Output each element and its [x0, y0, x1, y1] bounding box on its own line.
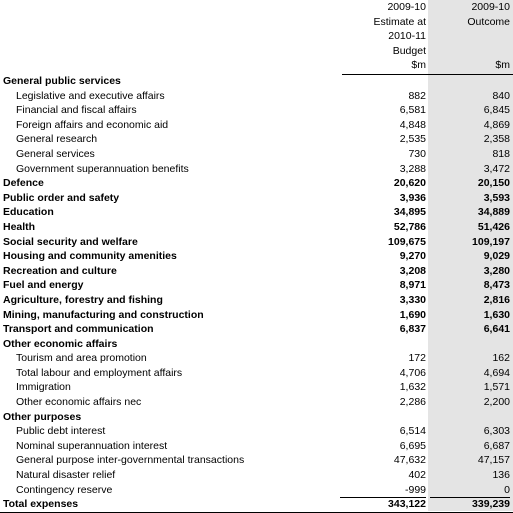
row-label: Contingency reserve [16, 483, 113, 496]
estimate-value: 882 [408, 89, 426, 102]
outcome-value: 109,197 [472, 235, 510, 248]
estimate-value: 172 [408, 352, 426, 365]
outcome-value: 6,303 [483, 425, 510, 438]
row-label: Education [3, 206, 54, 219]
header-estimate-line: 2010-11 [388, 30, 426, 43]
outcome-value: 20,150 [477, 177, 510, 190]
outcome-value: 6,845 [483, 104, 510, 117]
estimate-value: 3,330 [399, 293, 426, 306]
row-label: General public services [3, 75, 121, 87]
table-row [0, 322, 513, 337]
table-header [0, 0, 513, 74]
row-label: General purpose inter-governmental transactions [16, 454, 245, 467]
header-estimate-line: Estimate at [373, 15, 426, 28]
outcome-value: 162 [492, 352, 510, 365]
row-label: General research [16, 133, 98, 146]
estimate-value: 109,675 [388, 235, 426, 248]
header-outcome-line: Outcome [467, 15, 510, 28]
estimate-value: -999 [404, 483, 426, 496]
table-row [0, 147, 513, 162]
table-row [0, 205, 513, 220]
outcome-value: 34,889 [477, 206, 510, 219]
estimate-value: 402 [408, 469, 426, 482]
table-row [0, 483, 513, 498]
estimate-value: 6,837 [399, 323, 426, 336]
table-row [0, 191, 513, 206]
row-label: Mining, manufacturing and construction [3, 308, 204, 321]
outcome-value: 51,426 [477, 220, 510, 233]
table-row [0, 118, 513, 133]
row-label: Agriculture, forestry and fishing [3, 293, 163, 306]
outcome-value: 6,687 [483, 439, 510, 452]
estimate-value: 47,632 [393, 454, 426, 467]
outcome-value: 47,157 [477, 454, 510, 467]
table-row [0, 278, 513, 293]
header-outcome-line: 2009-10 [471, 1, 510, 13]
outcome-value: 3,593 [483, 191, 510, 204]
estimate-value: 6,514 [399, 425, 426, 438]
table-row [0, 453, 513, 468]
estimate-value: 730 [408, 147, 426, 160]
outcome-value: 2,816 [483, 293, 510, 306]
outcome-value: 8,473 [483, 279, 510, 292]
estimate-value: 2,535 [399, 133, 426, 146]
estimate-value: 52,786 [393, 220, 426, 233]
outcome-value: 6,641 [483, 323, 510, 336]
estimate-value: 343,122 [340, 497, 426, 512]
row-label: Public order and safety [3, 191, 120, 204]
table-row [0, 176, 513, 191]
outcome-value: 840 [492, 89, 510, 102]
table-row [0, 293, 513, 308]
table-row [0, 468, 513, 483]
estimate-value: 6,581 [399, 104, 426, 117]
estimate-value: 4,848 [399, 118, 426, 131]
row-label: Other economic affairs nec [16, 396, 142, 409]
row-label: Social security and welfare [3, 235, 138, 248]
table-row [0, 337, 513, 352]
row-label: Defence [3, 177, 44, 190]
row-label: Immigration [16, 381, 71, 394]
table-row [0, 249, 513, 264]
header-estimate-line: 2009-10 [387, 1, 426, 13]
table-row [0, 308, 513, 323]
outcome-value: 3,472 [483, 162, 510, 175]
header-outcome-line [430, 29, 510, 44]
header-estimate-column [340, 0, 426, 73]
outcome-value: 1,630 [483, 308, 510, 321]
header-outcome-column [430, 0, 510, 73]
estimate-value: 1,690 [399, 308, 426, 321]
expenses-table-body [0, 74, 513, 513]
estimate-value: 2,286 [399, 396, 426, 409]
table-row [0, 380, 513, 395]
table-row [0, 103, 513, 118]
row-label: Housing and community amenities [3, 250, 177, 263]
row-label: Natural disaster relief [16, 469, 116, 482]
outcome-value: 4,869 [483, 118, 510, 131]
estimate-value: 9,270 [399, 250, 426, 263]
estimate-value: 20,620 [393, 177, 426, 190]
table-row [0, 410, 513, 425]
row-label: Other economic affairs [3, 337, 118, 350]
row-label: Tourism and area promotion [16, 352, 147, 365]
table-row [0, 132, 513, 147]
table-row [0, 439, 513, 454]
estimate-value: 3,288 [399, 162, 426, 175]
row-label: Health [3, 220, 36, 233]
header-estimate-line: Budget [392, 44, 426, 57]
table-row [0, 424, 513, 439]
outcome-value: 136 [492, 469, 510, 482]
row-label: Total expenses [3, 498, 79, 511]
row-label: Financial and fiscal affairs [16, 104, 137, 117]
row-label: Fuel and energy [3, 279, 84, 292]
row-label: Transport and communication [3, 323, 154, 336]
row-label: Public debt interest [16, 425, 106, 438]
outcome-value: 1,571 [483, 381, 510, 394]
estimate-value: 1,632 [399, 381, 426, 394]
estimate-value: 6,695 [399, 439, 426, 452]
header-outcome-line [430, 44, 510, 59]
row-label: Nominal superannuation interest [16, 439, 168, 452]
row-label: Foreign affairs and economic aid [16, 118, 169, 131]
table-row [0, 395, 513, 410]
estimate-value: 3,208 [399, 264, 426, 277]
estimate-value: 3,936 [399, 191, 426, 204]
header-outcome-line: $m [495, 59, 510, 72]
estimate-value: 34,895 [393, 206, 426, 219]
outcome-value: 4,694 [483, 366, 510, 379]
outcome-value: 2,200 [483, 396, 510, 409]
outcome-value: 9,029 [483, 250, 510, 263]
outcome-value: 339,239 [430, 497, 510, 512]
table-row [0, 220, 513, 235]
row-label: General services [16, 147, 95, 160]
estimate-value: 8,971 [399, 279, 426, 292]
total-row [0, 497, 513, 513]
table-row [0, 235, 513, 250]
outcome-value: 2,358 [483, 133, 510, 146]
row-label: Recreation and culture [3, 264, 117, 277]
estimate-value: 4,706 [399, 366, 426, 379]
row-label: Legislative and executive affairs [16, 89, 165, 102]
row-label: Government superannuation benefits [16, 162, 189, 175]
table-row [0, 74, 513, 89]
table-row [0, 264, 513, 279]
row-label: Total labour and employment affairs [16, 366, 183, 379]
table-row [0, 366, 513, 381]
outcome-value: 0 [504, 483, 510, 496]
outcome-value: 3,280 [483, 264, 510, 277]
table-row [0, 162, 513, 177]
table-row [0, 351, 513, 366]
table-row [0, 89, 513, 104]
header-estimate-line: $m [411, 59, 426, 72]
row-label: Other purposes [3, 410, 82, 423]
outcome-value: 818 [492, 147, 510, 160]
